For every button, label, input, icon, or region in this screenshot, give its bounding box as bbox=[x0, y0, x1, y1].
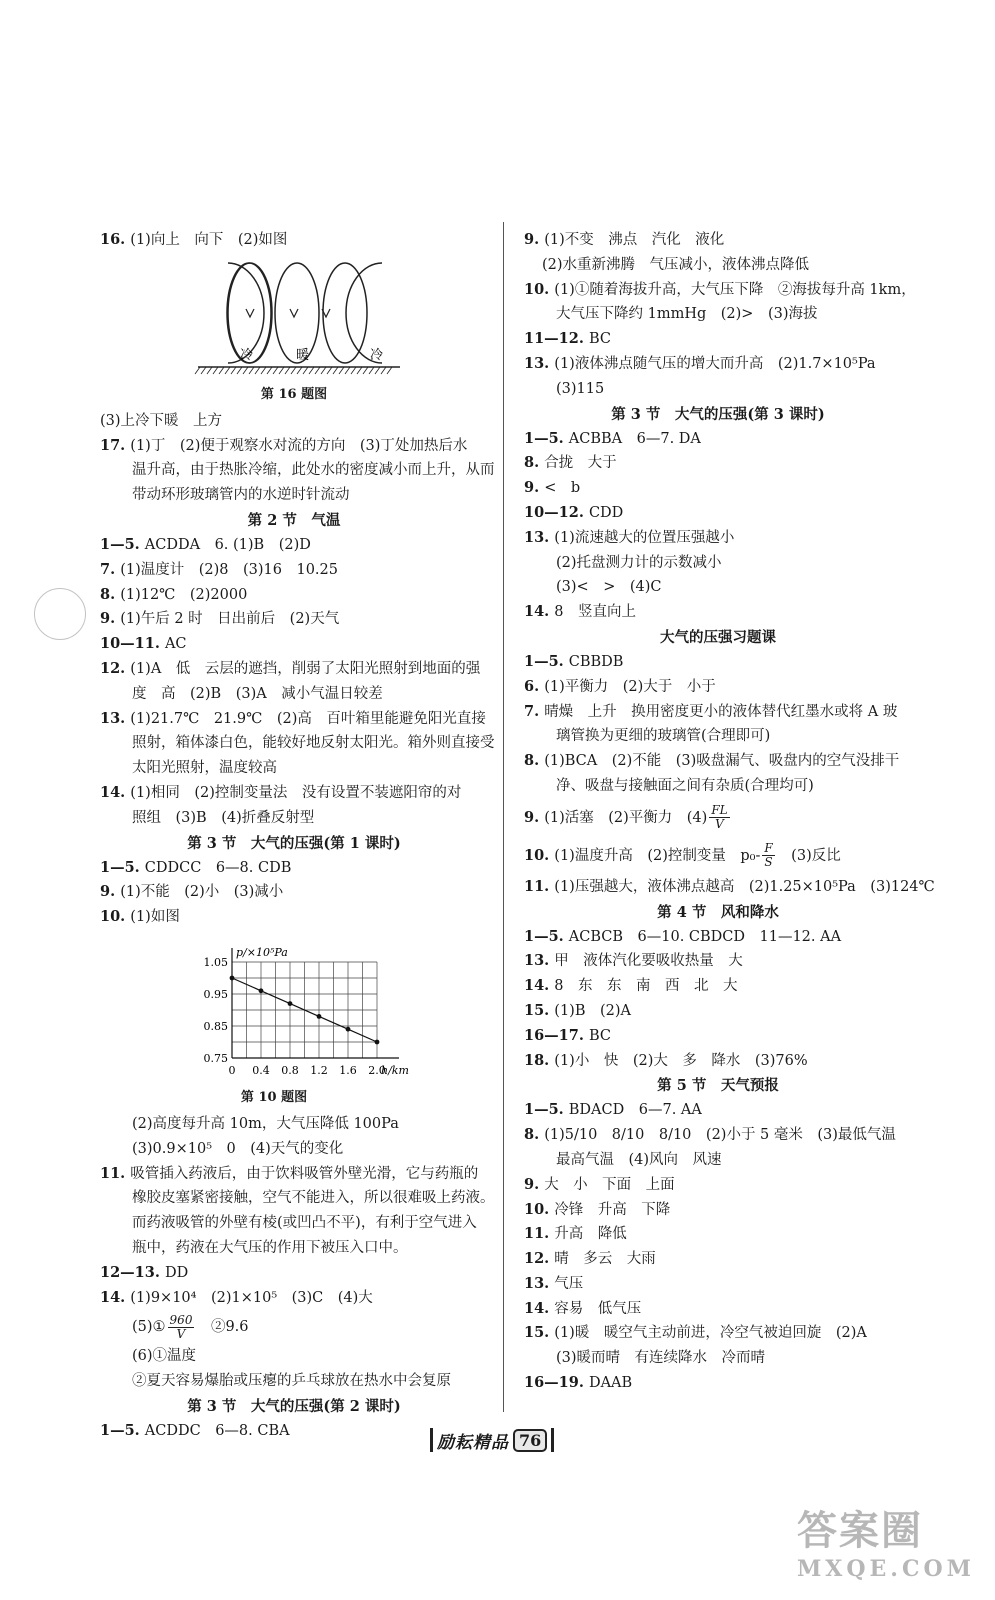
footer-brand: 励耘精品 bbox=[437, 1432, 509, 1453]
q14-fraction-den: V bbox=[176, 1326, 186, 1341]
answer-line bbox=[100, 1344, 488, 1369]
answer-line bbox=[524, 724, 912, 749]
answer-text: ACDDA 6. (1)B (2)D bbox=[144, 536, 311, 553]
answer-text: (3)< > (4)C bbox=[556, 579, 662, 596]
answer-text: (1)液体沸点随气压的增大而升高 (2)1.7×10⁵Pa bbox=[554, 355, 876, 372]
question-number: 16—17. bbox=[524, 1026, 589, 1044]
section-heading: 第 3 节 大气的压强(第 3 课时) bbox=[611, 405, 825, 423]
question-number: 1—5. bbox=[524, 652, 569, 670]
q10-fraction-num: F bbox=[764, 841, 773, 856]
ground-hatch bbox=[357, 367, 362, 374]
ground-hatch bbox=[237, 367, 242, 374]
question-number: 14. bbox=[524, 1299, 555, 1317]
answer-line bbox=[100, 607, 488, 632]
ground-hatch bbox=[195, 367, 200, 374]
ground-hatch bbox=[315, 367, 320, 374]
answer-text: 带动环形玻璃管内的水逆时针流动 bbox=[132, 487, 350, 504]
data-point bbox=[317, 1014, 322, 1019]
answer-text: (1)小 快 (2)大 多 降水 (3)76% bbox=[554, 1052, 808, 1069]
answer-text: (1)12℃ (2)2000 bbox=[120, 586, 248, 603]
answer-line bbox=[524, 476, 912, 501]
y-tick-label: 0.75 bbox=[203, 1051, 228, 1065]
question-number: 10. bbox=[100, 908, 131, 926]
answer-text: 升高 降低 bbox=[554, 1226, 627, 1243]
question-number: 1—5. bbox=[100, 1421, 145, 1439]
question-number: 13. bbox=[524, 952, 555, 970]
arrow-icon bbox=[290, 309, 298, 317]
answer-text: 温升高，由于热胀冷缩，此处水的密度减小而上升，从而 bbox=[132, 462, 495, 479]
q10-prefix: (1)温度升高 (2)控制变量 p₀- bbox=[554, 847, 761, 864]
ground-hatch bbox=[369, 367, 374, 374]
answer-text: (3)115 bbox=[556, 380, 605, 397]
question-number: 8. bbox=[524, 454, 545, 472]
answer-text: 8 竖直向上 bbox=[554, 604, 637, 621]
answer-text: (2)水重新沸腾 气压减小，液体沸点降低 bbox=[542, 256, 810, 273]
section-heading: 第 2 节 气温 bbox=[247, 511, 341, 529]
question-number: 10—11. bbox=[100, 635, 165, 653]
pressure-graph bbox=[100, 932, 488, 1084]
answer-text: 太阳光照射，温度较高 bbox=[132, 760, 277, 777]
answer-line bbox=[524, 1247, 912, 1272]
answer-line bbox=[524, 799, 912, 837]
question-number: 11—12. bbox=[524, 330, 589, 348]
x-tick-label: 1.6 bbox=[339, 1063, 357, 1077]
answer-text: (2)高度每升高 10m，大气压降低 100Pa bbox=[132, 1115, 399, 1132]
ground-hatch bbox=[213, 367, 218, 374]
question-number: 14. bbox=[100, 1288, 131, 1306]
ground-hatch bbox=[333, 367, 338, 374]
question-number: 10. bbox=[524, 280, 555, 298]
answer-line bbox=[524, 451, 912, 476]
question-number: 1—5. bbox=[100, 858, 145, 876]
q14-prefix: (5)① bbox=[132, 1319, 166, 1336]
faded-stamp bbox=[34, 588, 86, 640]
question-number: 8. bbox=[524, 752, 545, 770]
question-number: 11. bbox=[524, 877, 555, 895]
question-number: 12. bbox=[524, 1250, 555, 1268]
answer-line bbox=[100, 731, 495, 756]
question-number: 13. bbox=[524, 528, 555, 546]
question-number: 14. bbox=[100, 783, 131, 801]
x-tick-label: 1.2 bbox=[310, 1063, 328, 1077]
answer-line bbox=[524, 501, 912, 526]
answer-line bbox=[100, 1137, 488, 1162]
left-column bbox=[100, 228, 495, 1444]
section-heading: 第 3 节 大气的压强(第 1 课时) bbox=[187, 834, 401, 852]
answer-line bbox=[524, 650, 912, 675]
figure-10 bbox=[100, 932, 488, 1110]
question-number: 14. bbox=[524, 977, 555, 995]
answer-text: 最高气温 (4)风向 风速 bbox=[556, 1151, 722, 1168]
answer-line bbox=[100, 483, 488, 508]
answer-line bbox=[524, 837, 912, 875]
answer-line bbox=[100, 1236, 488, 1261]
answer-line bbox=[524, 352, 912, 377]
ground-hatch bbox=[303, 367, 308, 374]
answer-line bbox=[524, 1098, 912, 1123]
answer-line bbox=[524, 1346, 912, 1371]
answer-line bbox=[524, 526, 912, 551]
answer-text: (1)流速越大的位置压强越小 bbox=[554, 529, 735, 546]
convection-loop bbox=[323, 263, 367, 363]
answer-text: (1)相同 (2)控制变量法 没有设置不装遮阳帘的对 bbox=[130, 784, 462, 801]
answer-line bbox=[524, 1321, 912, 1346]
ground-hatch bbox=[345, 367, 350, 374]
answer-line bbox=[100, 458, 495, 483]
q9-fraction-den: V bbox=[715, 817, 724, 832]
q10-suffix: (3)反比 bbox=[776, 847, 841, 864]
answer-line bbox=[524, 1272, 912, 1297]
answer-text: 甲 液体汽化要吸收热量 大 bbox=[554, 953, 743, 970]
question-number: 10—12. bbox=[524, 503, 589, 521]
answer-text: (1)暖 暖空气主动前进，冷空气被迫回旋 (2)A bbox=[554, 1325, 867, 1342]
q9-prefix: (1)活塞 (2)平衡力 (4) bbox=[544, 809, 708, 826]
answer-line bbox=[524, 1198, 912, 1223]
answer-line bbox=[524, 875, 935, 900]
ground-hatch bbox=[363, 367, 368, 374]
y-tick-label: 1.05 bbox=[203, 955, 228, 969]
question-number: 6. bbox=[524, 677, 545, 695]
answer-line bbox=[100, 1162, 488, 1187]
footer-bar-right bbox=[551, 1428, 554, 1452]
answer-text: 气压 bbox=[554, 1275, 584, 1292]
answer-text: 晴 多云 大雨 bbox=[554, 1251, 656, 1268]
answer-text: DD bbox=[164, 1264, 189, 1281]
answer-text: (1)压强越大，液体沸点越高 (2)1.25×10⁵Pa (3)124℃ bbox=[554, 878, 935, 895]
answer-text: 容易 低气压 bbox=[554, 1300, 642, 1317]
question-number: 9. bbox=[100, 610, 121, 628]
answer-line bbox=[100, 756, 488, 781]
answer-text: (1)21.7℃ 21.9℃ (2)高 百叶箱里能避免阳光直接 bbox=[130, 710, 486, 727]
y-tick-label: 0.95 bbox=[203, 987, 228, 1001]
ground-hatch bbox=[201, 367, 206, 374]
question-number: 15. bbox=[524, 1001, 555, 1019]
ground-hatch bbox=[231, 367, 236, 374]
answer-text: 冷锋 升高 下降 bbox=[554, 1201, 671, 1218]
ground-hatch bbox=[207, 367, 212, 374]
data-point bbox=[230, 976, 235, 981]
answer-text: DAAB bbox=[588, 1375, 633, 1392]
ground-hatch bbox=[291, 367, 296, 374]
answer-text: 8 东 东 南 西 北 大 bbox=[554, 978, 738, 995]
answer-line bbox=[100, 1310, 488, 1344]
answer-line bbox=[100, 856, 488, 881]
answer-text: 大气压下降约 1mmHg (2)> (3)海拔 bbox=[556, 306, 818, 323]
answer-line bbox=[524, 1148, 912, 1173]
x-tick-label: 0 bbox=[228, 1063, 236, 1077]
answer-line bbox=[524, 1123, 912, 1148]
answer-text: ACBCB 6—10. CBDCD 11—12. AA bbox=[568, 928, 842, 945]
question-number: 9. bbox=[524, 479, 545, 497]
question-number: 11. bbox=[524, 1225, 555, 1243]
answer-text: (3)上冷下暖 上方 bbox=[100, 412, 223, 429]
answer-text: AC bbox=[164, 636, 187, 653]
answer-text: 照射，箱体漆白色，能较好地反射太阳光。箱外则直接受 bbox=[132, 735, 495, 752]
answer-line bbox=[524, 1222, 912, 1247]
answer-text: (1)A 低 云层的遮挡，削弱了太阳光照射到地面的强 bbox=[130, 660, 481, 677]
answer-text: 合拢 大于 bbox=[544, 455, 617, 472]
answer-line bbox=[524, 327, 912, 352]
q9-fraction-num: FL bbox=[711, 803, 728, 818]
question-number: 13. bbox=[524, 1274, 555, 1292]
answer-line bbox=[524, 278, 916, 303]
answer-text: CDD bbox=[588, 504, 624, 521]
answer-text: (1)5/10 8/10 8/10 (2)小于 5 毫米 (3)最低气温 bbox=[544, 1127, 896, 1144]
question-number: 16. bbox=[100, 231, 131, 248]
question-number: 7. bbox=[524, 702, 545, 720]
answer-line bbox=[100, 434, 488, 459]
watermark bbox=[797, 1499, 975, 1582]
answer-line bbox=[100, 657, 488, 682]
ground-hatch bbox=[225, 367, 230, 374]
answer-line bbox=[524, 774, 912, 799]
answer-line bbox=[100, 880, 488, 905]
ground-hatch bbox=[255, 367, 260, 374]
answer-line bbox=[100, 409, 488, 434]
answer-text: 而药液吸管的外壁有棱(或凹凸不平)，有利于空气进入 bbox=[132, 1215, 477, 1232]
question-number: 18. bbox=[524, 1051, 555, 1069]
question-number: 8. bbox=[100, 585, 121, 603]
watermark-url: MXQE.COM bbox=[796, 1556, 975, 1582]
answer-text: (1)温度计 (2)8 (3)16 10.25 bbox=[120, 561, 338, 578]
answer-line bbox=[100, 1286, 488, 1311]
answer-line bbox=[100, 707, 488, 732]
answer-text: CDDCC 6—8. CDB bbox=[144, 859, 292, 876]
x-tick-label: 0.8 bbox=[281, 1063, 299, 1077]
question-number: 9. bbox=[100, 883, 121, 901]
x-tick-label: 0.4 bbox=[252, 1063, 270, 1077]
answer-text: (1)如图 bbox=[130, 909, 180, 926]
answer-line bbox=[524, 551, 912, 576]
answer-line bbox=[100, 905, 488, 930]
ground-hatch bbox=[267, 367, 272, 374]
question-number: 15. bbox=[524, 1324, 555, 1342]
answer-text: 吸管插入药液后，由于饮料吸管外壁光滑，它与药瓶的 bbox=[130, 1165, 479, 1182]
answer-text: (1)9×10⁴ (2)1×10⁵ (3)C (4)大 bbox=[130, 1289, 373, 1306]
answer-text: BDACD 6—7. AA bbox=[568, 1102, 702, 1119]
answer-line bbox=[524, 427, 912, 452]
question-number: 14. bbox=[524, 603, 555, 621]
answer-line bbox=[524, 1173, 912, 1198]
answer-text: 度 高 (2)B (3)A 减小气温日较差 bbox=[132, 685, 383, 702]
answer-text: BC bbox=[588, 1027, 611, 1044]
answer-line bbox=[100, 583, 488, 608]
answer-text: (6)①温度 bbox=[132, 1348, 197, 1365]
section-heading: 第 4 节 风和降水 bbox=[657, 903, 779, 921]
ground-hatch bbox=[279, 367, 284, 374]
ground-hatch bbox=[249, 367, 254, 374]
answer-text: 照组 (3)B (4)折叠反射型 bbox=[132, 809, 315, 826]
answer-text: (1)丁 (2)便于观察水对流的方向 (3)丁处加热后水 bbox=[130, 437, 468, 454]
answer-line bbox=[524, 700, 912, 725]
answer-line bbox=[524, 1297, 912, 1322]
answer-text: 大 小 下面 上面 bbox=[544, 1176, 675, 1193]
answer-line bbox=[524, 228, 912, 253]
answer-line bbox=[100, 228, 488, 253]
answer-text: 璃管换为更细的玻璃管(合理即可) bbox=[556, 728, 771, 745]
q14-suffix: ②9.6 bbox=[196, 1319, 249, 1336]
answer-text: (3)0.9×10⁵ 0 (4)天气的变化 bbox=[132, 1140, 344, 1157]
answer-text: ACBBA 6—7. DA bbox=[568, 430, 701, 447]
ground-hatch bbox=[327, 367, 332, 374]
answer-text: ②夏天容易爆胎或压瘪的乒乓球放在热水中会复原 bbox=[132, 1373, 451, 1390]
question-number: 9. bbox=[524, 1175, 545, 1193]
question-number: 13. bbox=[524, 354, 555, 372]
answer-line bbox=[524, 575, 912, 600]
answer-text: (1)不能 (2)小 (3)减小 bbox=[120, 884, 284, 901]
question-number: 13. bbox=[100, 709, 131, 727]
q10-fraction-den: S bbox=[764, 855, 773, 870]
question-number: 17. bbox=[100, 436, 131, 454]
ground-hatch bbox=[387, 367, 392, 374]
q14-fraction bbox=[168, 1314, 195, 1341]
figure-16-caption: 第 16 题图 bbox=[260, 386, 328, 402]
convection-diagram bbox=[100, 255, 488, 385]
right-column bbox=[524, 228, 935, 1396]
ground-hatch bbox=[381, 367, 386, 374]
answer-text: (1)不变 沸点 汽化 液化 bbox=[544, 232, 725, 248]
answer-line bbox=[524, 675, 912, 700]
answer-line bbox=[100, 1112, 488, 1137]
figure-10-caption: 第 10 题图 bbox=[240, 1089, 308, 1105]
question-number: 1—5. bbox=[524, 1101, 569, 1119]
answer-text: BC bbox=[588, 331, 611, 348]
data-point bbox=[259, 988, 264, 993]
question-number: 9. bbox=[524, 808, 545, 826]
ground-hatch bbox=[375, 367, 380, 374]
data-point bbox=[288, 1001, 293, 1006]
answer-line bbox=[524, 1049, 912, 1074]
answer-line bbox=[524, 949, 912, 974]
question-number: 1—5. bbox=[100, 535, 145, 553]
y-tick-label: 0.85 bbox=[203, 1019, 228, 1033]
answer-line bbox=[100, 1369, 488, 1394]
question-number: 16—19. bbox=[524, 1374, 589, 1392]
ground-hatch bbox=[243, 367, 248, 374]
ground-hatch bbox=[297, 367, 302, 374]
answer-line bbox=[524, 1024, 912, 1049]
section-heading: 第 3 节 大气的压强(第 2 课时) bbox=[187, 1397, 401, 1415]
answer-text: (1)向上 向下 (2)如图 bbox=[130, 232, 288, 248]
answer-line bbox=[524, 253, 912, 278]
watermark-title: 答案圈 bbox=[796, 1507, 923, 1554]
section-heading: 第 5 节 天气预报 bbox=[657, 1077, 779, 1095]
answer-text: (2)托盘测力计的示数减小 bbox=[556, 554, 722, 571]
answer-line bbox=[524, 925, 912, 950]
ground-hatch bbox=[285, 367, 290, 374]
answer-text: ACDDC 6—8. CBA bbox=[144, 1422, 290, 1439]
question-number: 9. bbox=[524, 231, 545, 248]
answer-text: (1)B (2)A bbox=[554, 1002, 631, 1019]
question-number: 10. bbox=[524, 1200, 555, 1218]
figure-16-label: 冷 bbox=[370, 347, 384, 363]
answer-text: (1)BCA (2)不能 (3)吸盘漏气、吸盘内的空气没排干 bbox=[544, 753, 900, 770]
answer-line bbox=[100, 632, 488, 657]
ground-hatch bbox=[351, 367, 356, 374]
answer-text: 晴燥 上升 换用密度更小的液体替代红墨水或将 A 玻 bbox=[544, 703, 898, 720]
answer-text: < b bbox=[544, 480, 581, 497]
answer-text: (1)①随着海拔升高，大气压下降 ②海拔每升高 1km， bbox=[554, 281, 916, 298]
answer-line bbox=[524, 600, 912, 625]
ground-hatch bbox=[219, 367, 224, 374]
answer-line bbox=[524, 1371, 912, 1396]
ground-hatch bbox=[273, 367, 278, 374]
answer-text: CBBDB bbox=[568, 653, 624, 670]
answer-text: (1)平衡力 (2)大于 小于 bbox=[544, 678, 716, 695]
ground-hatch bbox=[261, 367, 266, 374]
column-divider bbox=[503, 222, 504, 1412]
ground-hatch bbox=[321, 367, 326, 374]
question-number: 12—13. bbox=[100, 1263, 165, 1281]
question-number: 7. bbox=[100, 560, 121, 578]
section-heading: 大气的压强习题课 bbox=[660, 628, 776, 646]
q14-fraction-num: 960 bbox=[169, 1312, 193, 1327]
answer-text: 瓶中，药液在大气压的作用下被压入口中。 bbox=[132, 1239, 408, 1256]
figure-16-label: 暖 bbox=[296, 347, 310, 363]
q9-fraction bbox=[709, 804, 729, 831]
question-number: 10. bbox=[524, 846, 555, 864]
footer bbox=[430, 1426, 554, 1454]
answer-line bbox=[524, 974, 912, 999]
answer-line bbox=[100, 1186, 495, 1211]
x-tick-label: 2.0 bbox=[368, 1063, 386, 1077]
answer-line bbox=[100, 682, 488, 707]
answer-line bbox=[100, 1261, 488, 1286]
answer-line bbox=[100, 558, 488, 583]
page-number: 76 bbox=[513, 1429, 547, 1452]
q10-fraction bbox=[762, 842, 774, 869]
answer-text: 橡胶皮塞紧密接触，空气不能进入，所以很难吸上药液。 bbox=[132, 1190, 495, 1207]
question-number: 12. bbox=[100, 659, 131, 677]
answer-line bbox=[524, 749, 912, 774]
x-axis-label: h/km bbox=[381, 1063, 409, 1077]
answer-line bbox=[524, 377, 912, 402]
answer-line bbox=[524, 302, 912, 327]
footer-bar-left bbox=[430, 1428, 433, 1452]
answer-line bbox=[524, 999, 912, 1024]
question-number: 11. bbox=[100, 1164, 131, 1182]
answer-line bbox=[100, 781, 488, 806]
question-number: 1—5. bbox=[524, 927, 569, 945]
answer-line bbox=[100, 1211, 488, 1236]
data-point bbox=[375, 1040, 380, 1045]
y-axis-label: p/×10⁵Pa bbox=[236, 945, 288, 959]
figure-16-label: 冷 bbox=[240, 347, 254, 363]
question-number: 1—5. bbox=[524, 429, 569, 447]
ground-hatch bbox=[309, 367, 314, 374]
arrow-icon bbox=[246, 309, 254, 317]
answer-text: (1)午后 2 时 日出前后 (2)天气 bbox=[120, 611, 340, 628]
data-point bbox=[346, 1027, 351, 1032]
answer-text: 净、吸盘与接触面之间有杂质(合理均可) bbox=[556, 777, 814, 794]
ground-hatch bbox=[339, 367, 344, 374]
figure-16 bbox=[100, 255, 488, 407]
question-number: 8. bbox=[524, 1126, 545, 1144]
answer-text: (3)暖而晴 有连续降水 冷而晴 bbox=[556, 1350, 766, 1367]
answer-line bbox=[100, 806, 488, 831]
answer-line bbox=[100, 533, 488, 558]
